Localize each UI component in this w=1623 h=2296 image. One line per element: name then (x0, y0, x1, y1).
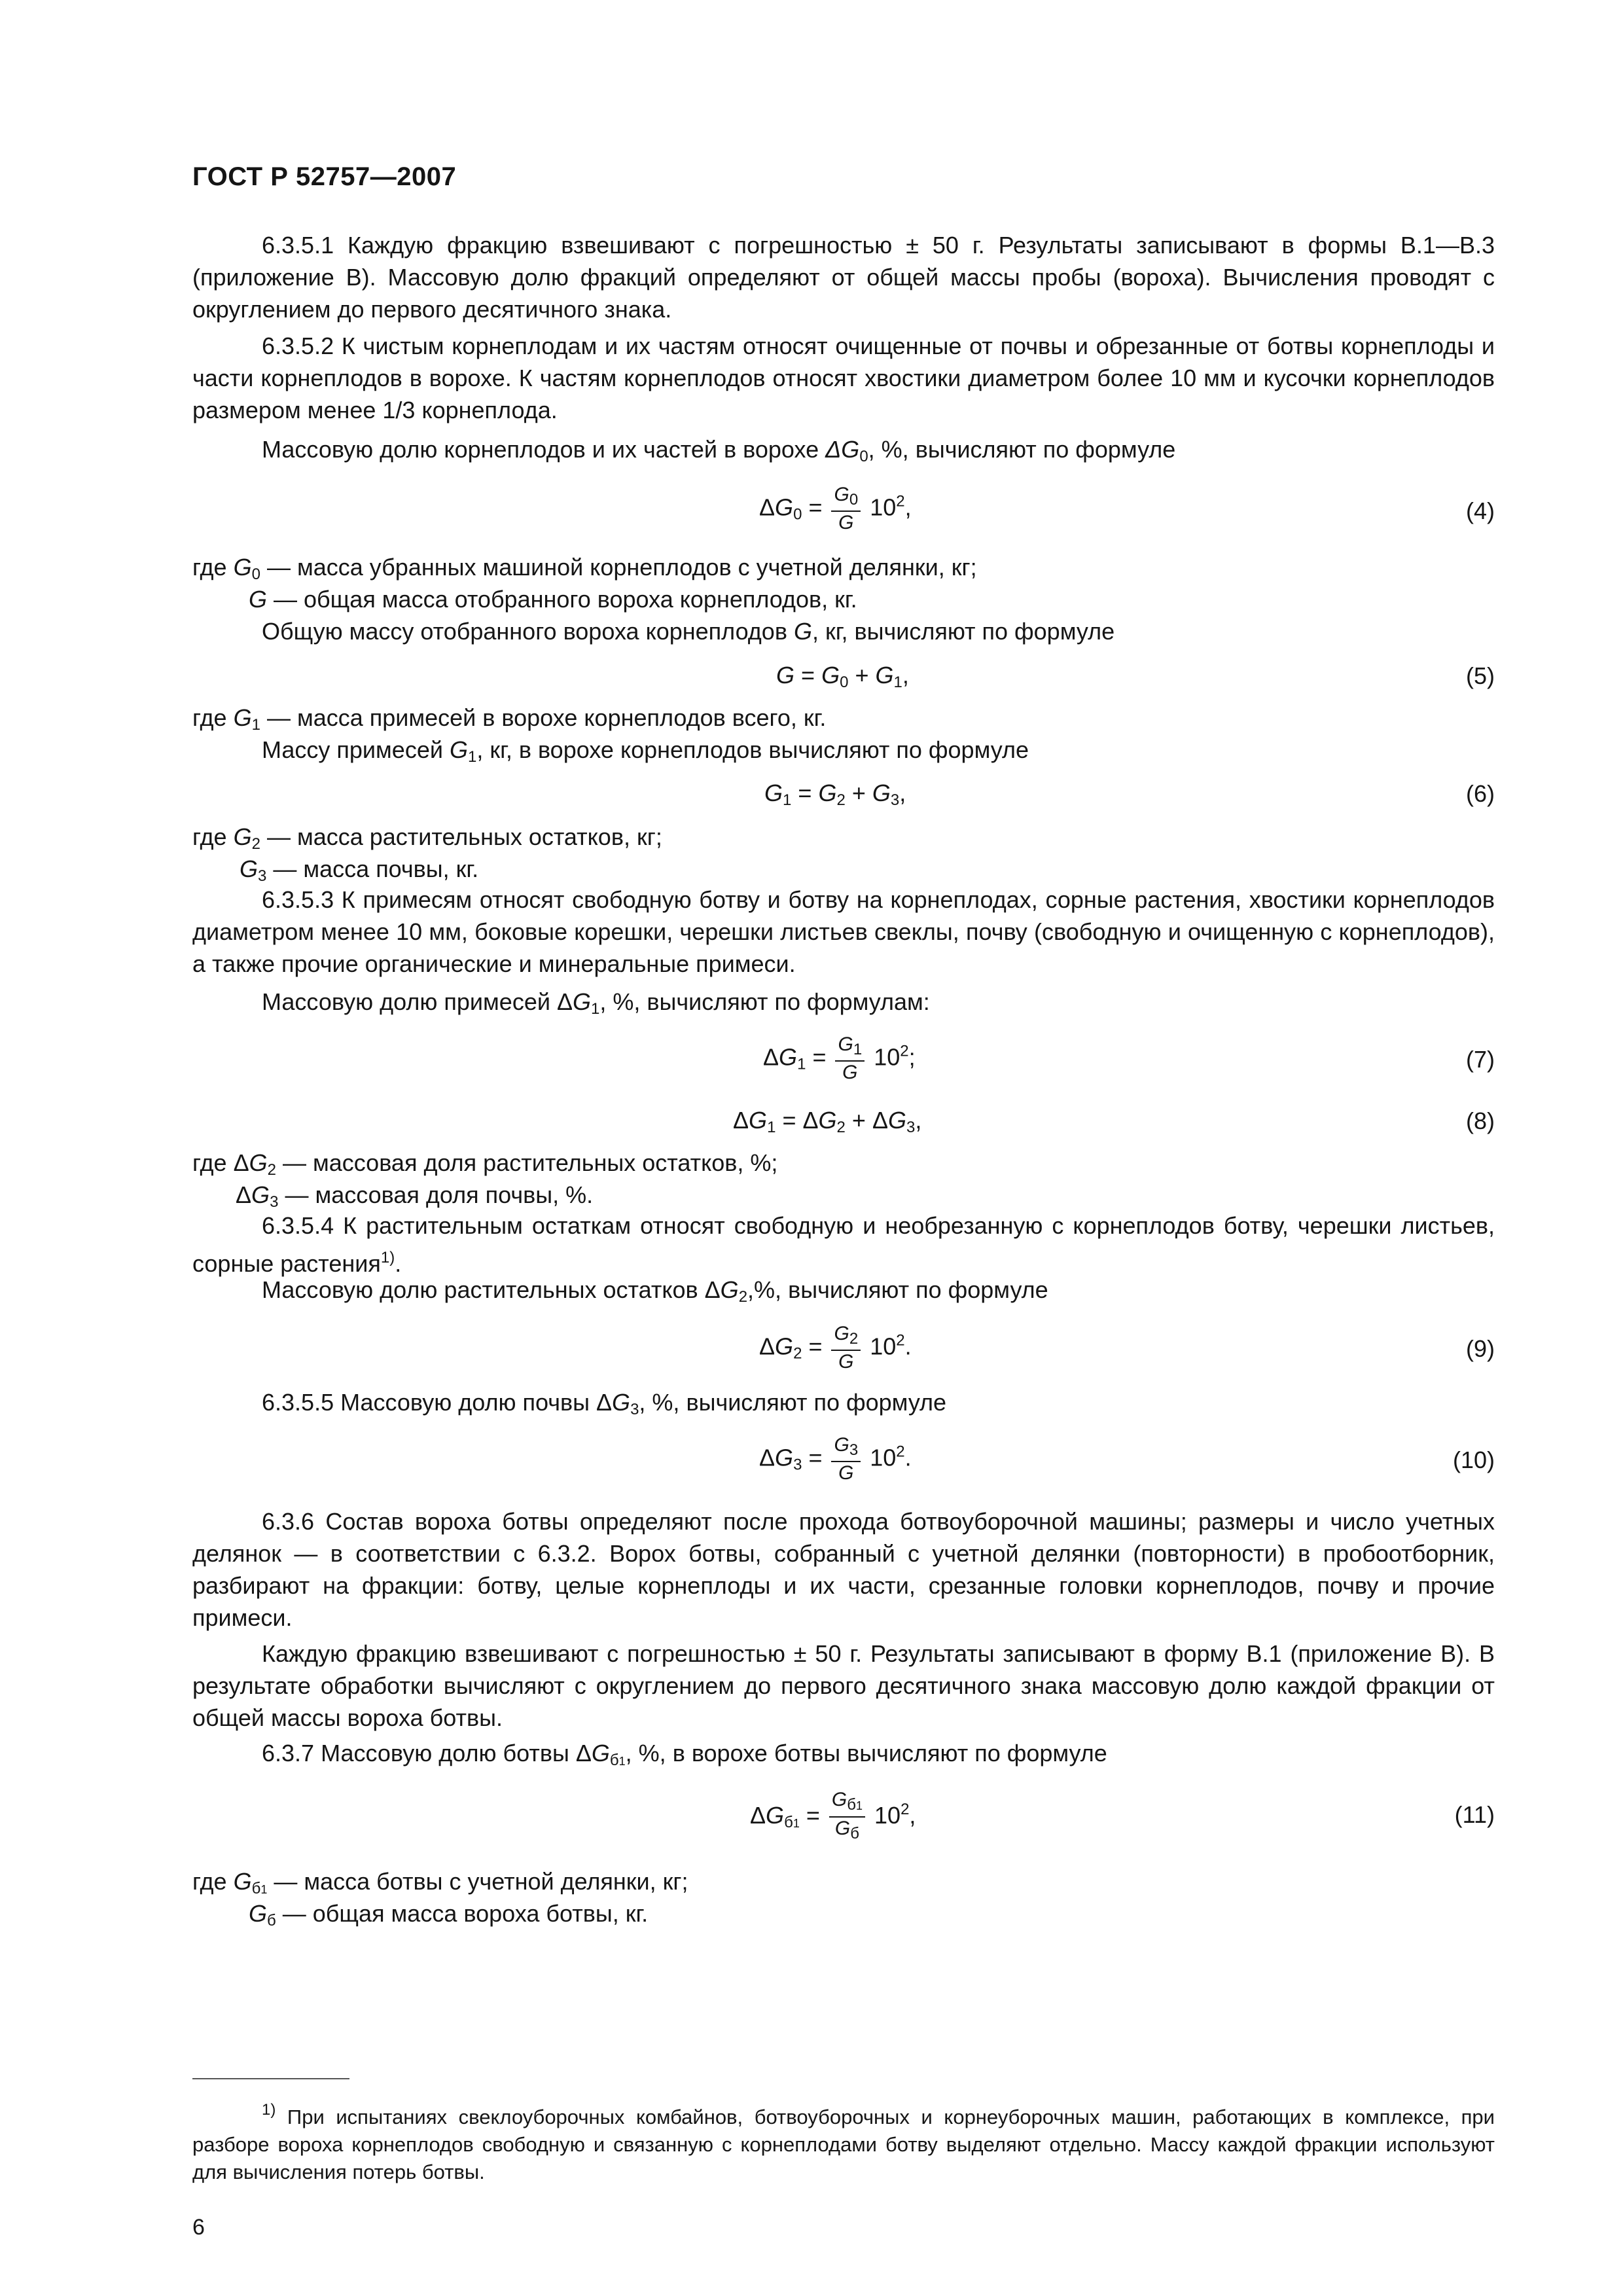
formula-number-5: (5) (1466, 662, 1495, 689)
formula-5: $G = G_0 + G_1$, (776, 662, 909, 691)
definition-g1: где $G_1$ — масса примесей в ворохе корнеплодов всего, кг. (192, 704, 827, 734)
formula-9-intro: Массовую долю растительных остатков $\Delta G_2,\%$, вычисляют по формуле (262, 1276, 1048, 1306)
paragraph-6-3-5-3: 6.3.5.3 К примесям относят свободную ботву и ботву на корнеплодах, сорные растения, хвостики корнеплодов диаметром менее 10 мм, боковые корешки, черешки листьев свеклы, почву (свободную и очищенную с корнеплодов), а также прочие органические и минеральные примеси. (192, 886, 1495, 977)
formula-4-intro: Массовую долю корнеплодов и их частей в ворохе $\Delta G_0$, %, вычисляют по формуле (262, 436, 1176, 465)
formula-5-intro: Общую массу отобранного вороха корнеплодов G, кг, вычисляют по формуле (262, 618, 1115, 645)
definition-g: G — общая масса отобранного вороха корнеплодов, кг. (249, 586, 857, 613)
paragraph-6-3-6-weighing: Каждую фракцию взвешивают с погрешностью ± 50 г. Результаты записывают в форму В.1 (приложение В). В результате обработки вычисляют с округлением до первого десятичного знака массовую долю каждой фракции от общей массы вороха ботвы. (192, 1640, 1495, 1731)
paragraph-6-3-5-2: 6.3.5.2 К чистым корнеплодам и их частям относят очищенные от почвы и обрезанные от ботвы корнеплоды и части корнеплодов в ворохе. К частям корнеплодов относят хвостики диаметром более 10 мм и кусочки корнеплодов размером менее 1/3 корнеплода. (192, 332, 1495, 423)
formula-7: $\Delta G_1$ = $\frac{G_1}{G}$ $10^2$; (763, 1033, 916, 1083)
formula-11: $\Delta G_{б1}$ = $\frac{G_{б1}}{G_б}$ $10^2$, (750, 1789, 916, 1842)
formula-7-intro: Массовую долю примесей $\Delta G_1$, %, вычисляют по формулам: (262, 988, 930, 1018)
definition-g2: где $G_2$ — масса растительных остатков, кг; (192, 823, 662, 853)
formula-6-intro: Массу примесей $G_1$, кг, в ворохе корнеплодов вычисляют по формуле (262, 736, 1029, 766)
footnote-divider (192, 2078, 349, 2079)
paragraph-6-3-5-4: 6.3.5.4 К растительным остаткам относят свободную и необрезанную с корнеплодов ботву, черешки листьев, сорные растения$^{1)}$. (192, 1212, 1495, 1277)
paragraph-6-3-5-5: 6.3.5.5 Массовую долю почвы $\Delta G_3$, %, вычисляют по формуле (262, 1389, 947, 1418)
formula-9: $\Delta G_2$ = $\frac{G_2}{G}$ $10^2$. (759, 1323, 912, 1372)
formula-6: $G_1 = G_2 + G_3$, (764, 780, 906, 809)
formula-number-4: (4) (1466, 497, 1495, 524)
formula-number-10: (10) (1452, 1446, 1495, 1473)
definition-gb: $G_б$ — общая масса вороха ботвы, кг. (249, 1900, 649, 1929)
formula-10: $\Delta G_3$ = $\frac{G_3}{G}$ $10^2$. (759, 1434, 912, 1484)
formula-8: $\Delta G_1 = \Delta G_2 + \Delta G_3$, (733, 1107, 922, 1136)
formula-4: $\Delta G_0$ = $\frac{G_0}{G}$ $10^2$, (759, 484, 912, 533)
formula-number-6: (6) (1466, 780, 1495, 807)
formula-number-9: (9) (1466, 1335, 1495, 1362)
page-number: 6 (192, 2215, 205, 2240)
definition-gb1: где $G_{б1}$ — масса ботвы с учетной делянки, кг; (192, 1868, 688, 1897)
paragraph-6-3-5-1: 6.3.5.1 Каждую фракцию взвешивают с погрешностью ± 50 г. Результаты записывают в формы В.1—В.3 (приложение В). Массовую долю фракций определяют от общей массы пробы (вороха). Вычисления проводят с округлением до первого десятичного знака. (192, 232, 1495, 323)
paragraph-6-3-7: 6.3.7 Массовую долю ботвы $\Delta G_{б1}$, %, в ворохе ботвы вычисляют по формуле (262, 1740, 1107, 1769)
document-header: ГОСТ Р 52757—2007 (192, 162, 457, 191)
footnote-1: $^{1)}$ При испытаниях свеклоуборочных комбайнов, ботвоуборочных и корнеуборочных машин, работающих в комплексе, при разборе вороха корнеплодов свободную и связанную с корнеплодами ботву выделяют отдельно. Массу каждой фракции используют для вычисления потерь ботвы. (192, 2101, 1495, 2183)
paragraph-6-3-6: 6.3.6 Состав вороха ботвы определяют после прохода ботвоуборочной машины; размеры и число учетных делянок — в соответствии с 6.3.2. Ворох ботвы, собранный с учетной делянки (повторности) в пробоотборник, разбирают на фракции: ботву, целые корнеплоды и их части, срезанные головки корнеплодов, почву и прочие примеси. (192, 1508, 1495, 1631)
definition-g3: $G_3$ — масса почвы, кг. (240, 855, 479, 885)
formula-number-7: (7) (1466, 1046, 1495, 1073)
definition-g0: где $G_0$ — масса убранных машиной корнеплодов с учетной делянки, кг; (192, 554, 977, 583)
definition-dg2: где $\Delta G_2$ — массовая доля растительных остатков, %; (192, 1149, 778, 1179)
formula-number-8: (8) (1466, 1107, 1495, 1134)
definition-dg3: $\Delta G_3$ — массовая доля почвы, %. (236, 1181, 594, 1211)
formula-number-11: (11) (1454, 1801, 1495, 1828)
